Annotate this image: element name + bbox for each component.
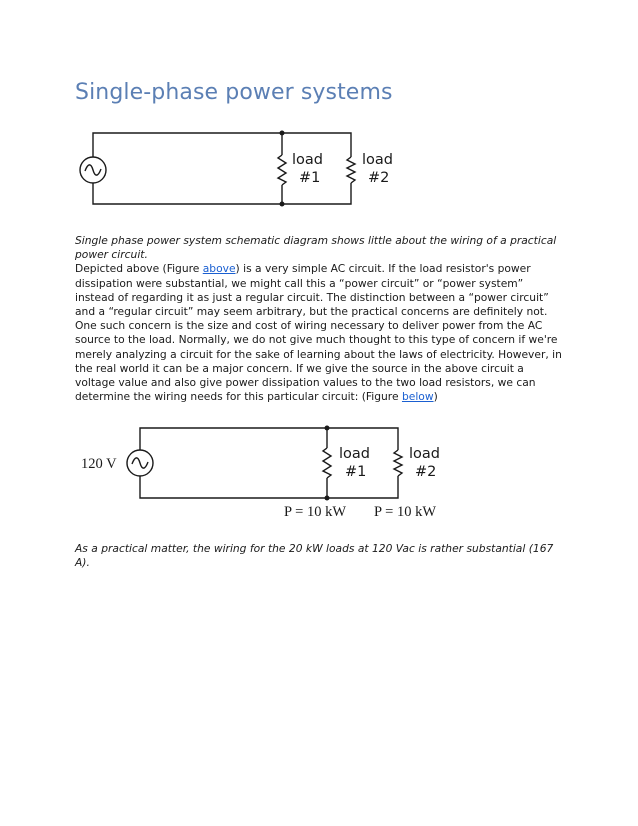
page-title: Single-phase power systems bbox=[75, 80, 393, 105]
fig2-load1-number: #1 bbox=[345, 464, 367, 480]
ac-source bbox=[80, 157, 106, 183]
resistor-2-1 bbox=[323, 448, 331, 478]
fig1-load1-label: load bbox=[292, 152, 323, 168]
resistor-2-2 bbox=[394, 450, 402, 476]
fig2-load1-label: load bbox=[339, 446, 370, 462]
top-wire bbox=[93, 133, 351, 157]
resistor-2 bbox=[347, 157, 355, 183]
para2-text-start: One such concern is the size and cost of wiring necessary to deliver power from the AC source to the load. Normally, we do not give much thought to this type of concern if we're merely analyzing a circuit for the sake of learning about the laws of electricity. However, in the real world it can be a major concern. If we give the source in the above circuit a voltage value and also give power dissipation values to the two load resistors, we can determine the wiring needs for this particular circuit: (Figure bbox=[75, 319, 562, 404]
power-label-2: P = 10 kW bbox=[374, 504, 437, 520]
top-wire-2 bbox=[140, 428, 398, 450]
figure-above-link[interactable]: above bbox=[202, 262, 236, 276]
resistor-1 bbox=[278, 155, 286, 185]
ac-source-2 bbox=[127, 450, 153, 476]
bottom-wire-2 bbox=[140, 476, 398, 498]
fig1-load1-number: #1 bbox=[299, 170, 321, 186]
paragraph-1 bbox=[75, 262, 565, 319]
fig2-load2-number: #2 bbox=[415, 464, 437, 480]
para1-text-end: ) is a very simple AC circuit. If the load resistor's power dissipation were substantial, we might call this a “power circuit” or “power system” instead of regarding it as just a regular circuit. The distinction between a “power circuit” and a “regular circuit” may seem arbitrary, but the practical concerns are definitely not. bbox=[75, 262, 549, 319]
bottom-wire bbox=[93, 183, 351, 204]
para2-text-end: ) bbox=[433, 390, 438, 404]
figure-1-caption: Single phase power system schematic diagram shows little about the wiring of a practical power circuit. bbox=[75, 234, 557, 262]
paragraph-2 bbox=[75, 319, 565, 404]
figure-2-caption: As a practical matter, the wiring for the 20 kW loads at 120 Vac is rather substantial (167 A). bbox=[75, 542, 554, 570]
fig2-load2-label: load bbox=[409, 446, 440, 462]
power-label-1: P = 10 kW bbox=[284, 504, 347, 520]
text-block bbox=[75, 234, 565, 404]
figure-below-link[interactable]: below bbox=[401, 390, 434, 404]
para1-text-start: Depicted above (Figure bbox=[75, 262, 203, 276]
source-voltage-label: 120 V bbox=[81, 456, 117, 472]
fig1-load2-number: #2 bbox=[368, 170, 390, 186]
fig1-load2-label: load bbox=[362, 152, 393, 168]
